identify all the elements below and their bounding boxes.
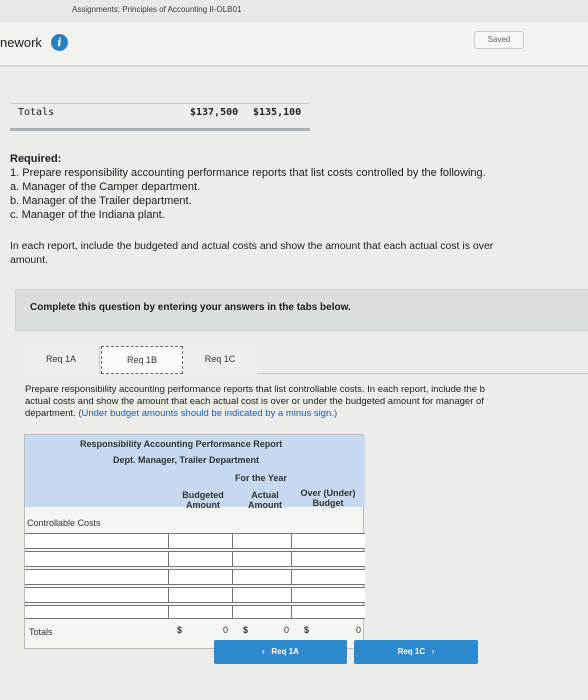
totals-actual-value: $135,100 — [253, 107, 302, 118]
required-line-1: 1. Prepare responsibility accounting performance reports that list costs controlled by the following. — [10, 167, 486, 179]
totals-budgeted-amount: 0 — [223, 625, 229, 635]
requirement-tabs — [23, 346, 588, 374]
prev-req-1a-button[interactable] — [214, 640, 347, 664]
report-header — [25, 435, 365, 510]
instr-line-3 — [25, 408, 588, 420]
chevron-right-icon: › — [431, 647, 435, 656]
para-line-1: In each report, include the budgeted and actual costs and show the amount that each actual cost is over — [10, 240, 494, 252]
col-budgeted-line1: Budgeted — [182, 490, 224, 500]
cell-divider — [168, 570, 169, 584]
next-req-1c-button[interactable] — [354, 640, 478, 664]
col-actual-header — [235, 490, 295, 510]
instr-line-2: actual costs and show the amount that each actual cost is over or under the budgeted amount for manager of — [25, 396, 484, 407]
window-title-bar — [0, 0, 588, 22]
question-content — [0, 67, 588, 700]
totals-budgeted-dollar-sign: $ — [177, 625, 183, 635]
col-budgeted-header — [173, 490, 233, 510]
table-row[interactable] — [25, 587, 365, 603]
performance-report-table — [24, 434, 364, 649]
next-button-label: Req 1C — [397, 647, 426, 656]
col-over-under-header — [293, 488, 363, 508]
col-actual-line1: Actual — [251, 490, 279, 500]
table-row[interactable] — [25, 569, 365, 585]
totals-actual-dollar-sign: $ — [243, 625, 249, 635]
totals-label: Totals — [18, 107, 55, 118]
prev-button-label: Req 1A — [271, 647, 299, 656]
totals-actual-amount: 0 — [284, 625, 290, 635]
cell-divider — [168, 534, 169, 548]
cell-divider — [291, 534, 292, 548]
cell-divider — [168, 606, 169, 618]
instr-line-3-text: department. — [25, 408, 79, 419]
instr-minus-sign-note: (Under budget amounts should be indicated by a minus sign.) — [78, 408, 338, 419]
totals-over-dollar-sign: $ — [304, 625, 310, 635]
chevron-left-icon: ‹ — [262, 647, 265, 656]
col-budgeted-line2: Amount — [186, 500, 220, 510]
required-section — [10, 152, 588, 222]
cell-divider — [291, 570, 292, 584]
window-title: Assignments: Principles of Accounting II-OLB01 — [72, 5, 242, 14]
cell-divider — [168, 552, 169, 566]
tab-req-1c[interactable]: Req 1C — [183, 346, 257, 374]
complete-question-text: Complete this question by entering your answers in the tabs below. — [30, 302, 351, 313]
report-title: Responsibility Accounting Performance Report — [80, 439, 283, 449]
col-actual-line2: Amount — [248, 500, 282, 510]
required-item-b: b. Manager of the Trailer department. — [10, 195, 192, 207]
cell-divider — [232, 606, 233, 618]
saved-status-button[interactable]: Saved — [474, 31, 524, 49]
report-period: For the Year — [235, 473, 287, 483]
cell-divider — [291, 552, 292, 566]
para-line-2: amount. — [10, 254, 48, 266]
col-over-line1: Over (Under) — [300, 488, 356, 498]
table-row[interactable] — [25, 605, 365, 619]
table-row[interactable] — [25, 533, 365, 549]
instr-line-1: Prepare responsibility accounting performance reports that list controllable costs. In each report, include the b — [25, 384, 485, 395]
homework-header — [0, 22, 588, 66]
table-row[interactable] — [25, 551, 365, 567]
cell-divider — [291, 606, 292, 618]
required-heading: Required: — [10, 153, 62, 165]
report-subtitle: Dept. Manager, Trailer Department — [113, 455, 260, 465]
col-over-line2: Budget — [312, 498, 344, 508]
homework-title: nework — [0, 35, 42, 50]
totals-budgeted-value: $137,500 — [190, 107, 239, 118]
cell-divider — [232, 534, 233, 548]
report-instructions-paragraph — [10, 239, 588, 267]
cell-divider — [291, 588, 292, 602]
tab-instructions — [25, 384, 588, 420]
info-icon[interactable]: i — [51, 34, 68, 51]
required-item-c: c. Manager of the Indiana plant. — [10, 209, 165, 221]
tab-req-1a[interactable]: Req 1A — [23, 346, 100, 374]
controllable-costs-label: Controllable Costs — [27, 518, 101, 528]
totals-over-amount: 0 — [356, 625, 362, 635]
required-item-a: a. Manager of the Camper department. — [10, 181, 201, 193]
previous-totals-row — [10, 103, 310, 131]
cell-divider — [168, 588, 169, 602]
complete-question-banner — [15, 289, 588, 331]
cell-divider — [232, 570, 233, 584]
report-totals-label: Totals — [29, 627, 53, 637]
cell-divider — [232, 588, 233, 602]
tab-req-1b[interactable]: Req 1B — [101, 346, 183, 374]
cell-divider — [232, 552, 233, 566]
